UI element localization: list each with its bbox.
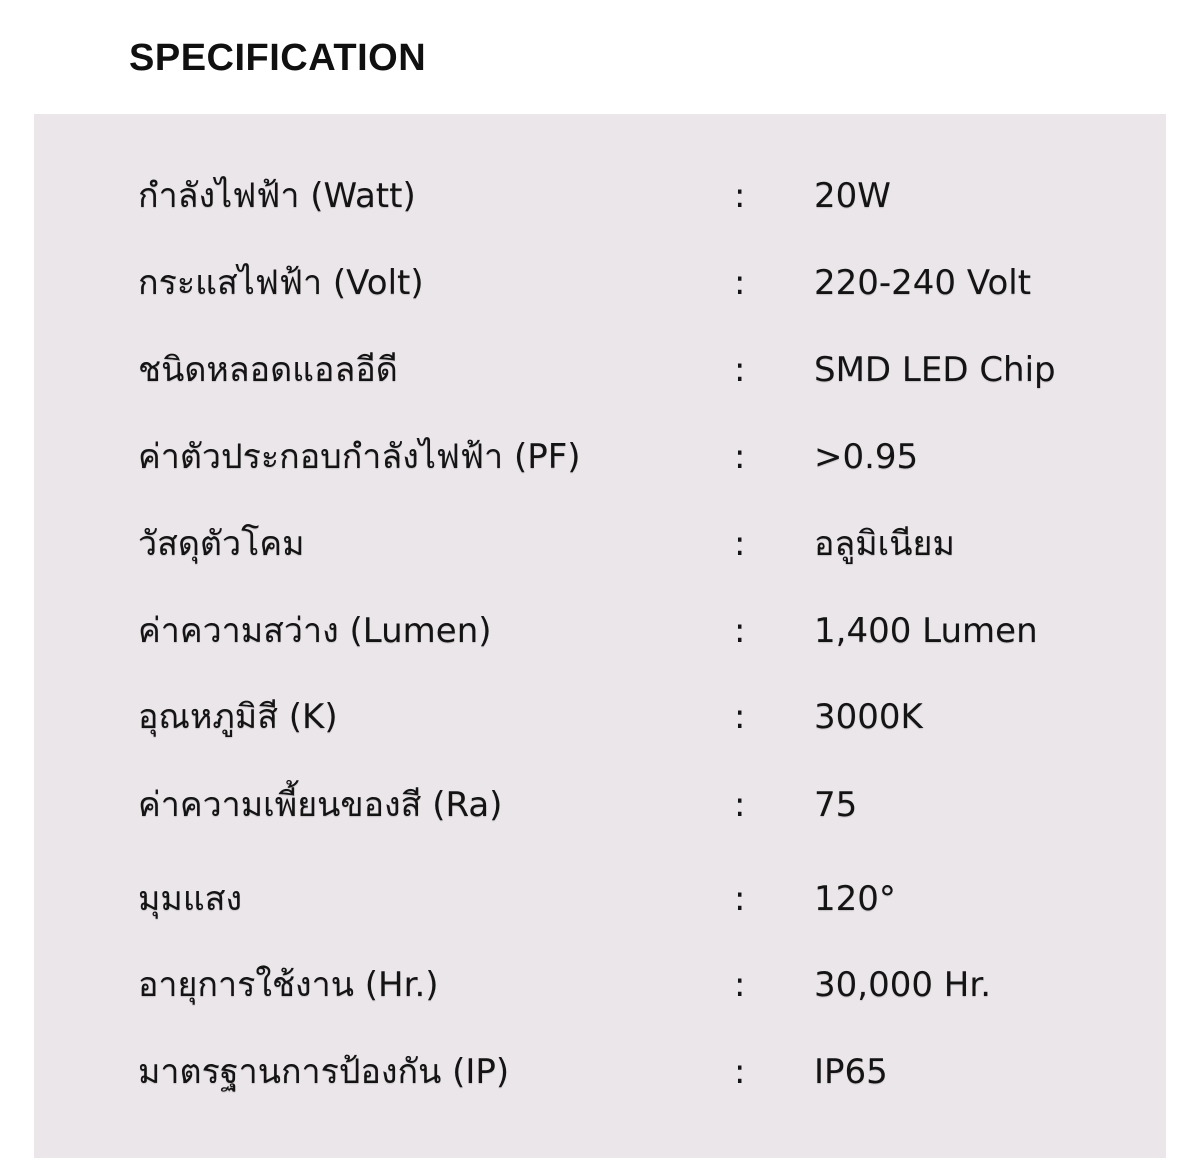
spec-value: 120° [814, 879, 896, 919]
spec-label: มาตรฐานการป้องกัน (IP) [138, 1052, 510, 1092]
spec-label: ค่าตัวประกอบกำลังไฟฟ้า (PF) [138, 437, 581, 477]
spec-label: อายุการใช้งาน (Hr.) [138, 965, 439, 1005]
spec-label: กระแสไฟฟ้า (Volt) [138, 263, 424, 303]
spec-label: วัสดุตัวโคม [138, 524, 305, 564]
spec-value: 30,000 Hr. [814, 965, 992, 1005]
spec-separator: : [734, 524, 746, 564]
spec-separator: : [734, 965, 746, 1005]
spec-separator: : [734, 437, 746, 477]
spec-value: SMD LED Chip [814, 350, 1056, 390]
spec-row-ip-rating [34, 1042, 1166, 1102]
spec-separator: : [734, 176, 746, 216]
spec-row-watt [34, 166, 1166, 226]
spec-value: >0.95 [814, 437, 919, 477]
spec-value: อลูมิเนียม [814, 524, 955, 564]
spec-value: 3000K [814, 697, 923, 737]
spec-label: กำลังไฟฟ้า (Watt) [138, 176, 416, 216]
spec-value: 75 [814, 785, 858, 825]
spec-row-material [34, 514, 1166, 574]
spec-label: มุมแสง [138, 879, 243, 919]
spec-label: ค่าความสว่าง (Lumen) [138, 611, 492, 651]
spec-separator: : [734, 697, 746, 737]
spec-value: 1,400 Lumen [814, 611, 1038, 651]
spec-row-led-type [34, 340, 1166, 400]
spec-value: 20W [814, 176, 891, 216]
spec-separator: : [734, 611, 746, 651]
spec-label: ชนิดหลอดแอลอีดี [138, 350, 398, 390]
spec-separator: : [734, 785, 746, 825]
spec-row-beam-angle [34, 869, 1166, 929]
spec-panel [34, 114, 1166, 1158]
spec-separator: : [734, 350, 746, 390]
page-title: SPECIFICATION [129, 37, 427, 79]
spec-row-volt [34, 253, 1166, 313]
spec-separator: : [734, 1052, 746, 1092]
spec-row-lumen [34, 601, 1166, 661]
spec-separator: : [734, 879, 746, 919]
spec-value: IP65 [814, 1052, 888, 1092]
spec-row-lifetime [34, 955, 1166, 1015]
spec-value: 220-240 Volt [814, 263, 1032, 303]
spec-label: อุณหภูมิสี (K) [138, 697, 338, 737]
spec-label: ค่าความเพี้ยนของสี (Ra) [138, 785, 503, 825]
spec-separator: : [734, 263, 746, 303]
spec-row-power-factor [34, 427, 1166, 487]
spec-row-color-rendering [34, 775, 1166, 835]
spec-row-color-temperature [34, 687, 1166, 747]
